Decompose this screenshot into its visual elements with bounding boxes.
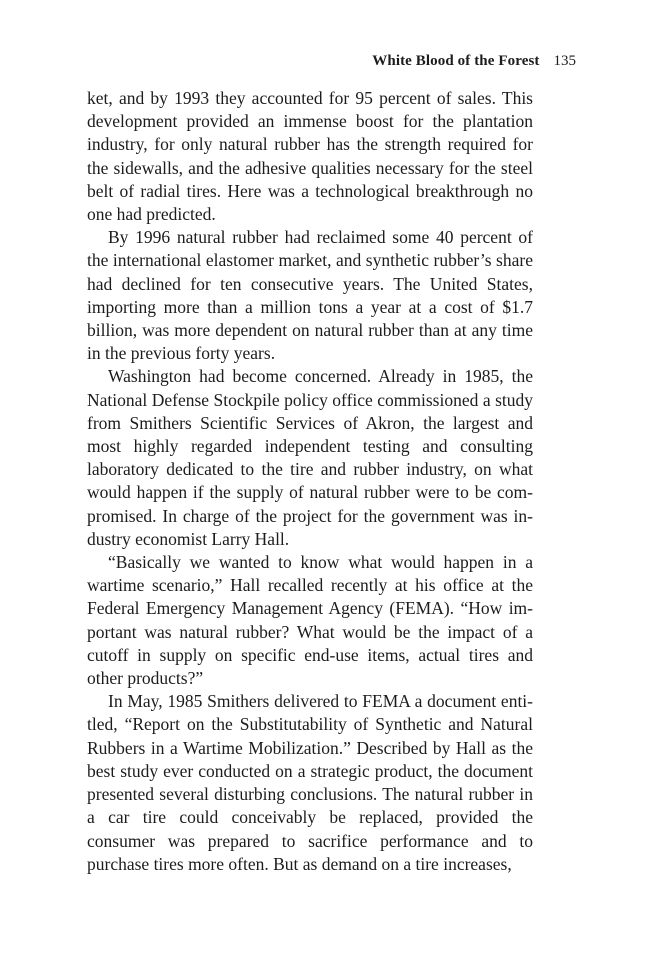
paragraph: In May, 1985 Smithers delivered to FEMA a document entitled, “Report on the Substitutability of Synthetic and Natural Rubbers in a Wartime Mobilization.” Described by Hall as the best study ever conducted on a strategic product, the document presented several disturbing conclusions. The natural rubber in a car tire could conceivably be replaced, provided the consumer was prepared to sacrifice performance and to purchase tires more often. But as demand on a tire increases,	[87, 691, 533, 874]
running-head	[372, 51, 576, 71]
page-number: 135	[553, 53, 576, 69]
paragraph: By 1996 natural rubber had reclaimed some 40 percent of the international elastomer market, and synthetic rubber’s share had declined for ten consecutive years. The United States, importing more than a million tons a year at a cost of $1.7 billion, was more dependent on natural rubber than at any time in the previous forty years.	[87, 227, 533, 364]
paragraph: “Basically we wanted to know what would happen in a wartime scenario,” Hall recalled recently at his office at the Federal Emergency Management Agency (FEMA). “How important was natural rubber? What would be the impact of a cutoff in supply on specific end-use items, actual tires and other products?”	[87, 552, 533, 689]
running-title: White Blood of the Forest	[372, 53, 540, 69]
paragraph: Washington had become concerned. Already in 1985, the National Defense Stockpile policy office commissioned a study from Smithers Scientific Services of Akron, the largest and most highly regarded independent testing and consulting laboratory dedicated to the tire and rubber industry, on what would happen if the supply of natural rubber were to be compromised. In charge of the project for the government was industry economist Larry Hall.	[87, 366, 533, 549]
body-text	[87, 87, 533, 876]
paragraph-continued: ket, and by 1993 they accounted for 95 percent of sales. This development provided an immense boost for the plantation industry, for only natural rubber has the strength required for the sidewalls, and the adhesive qualities necessary for the steel belt of radial tires. Here was a technological breakthrough no one had predicted.	[87, 88, 533, 225]
